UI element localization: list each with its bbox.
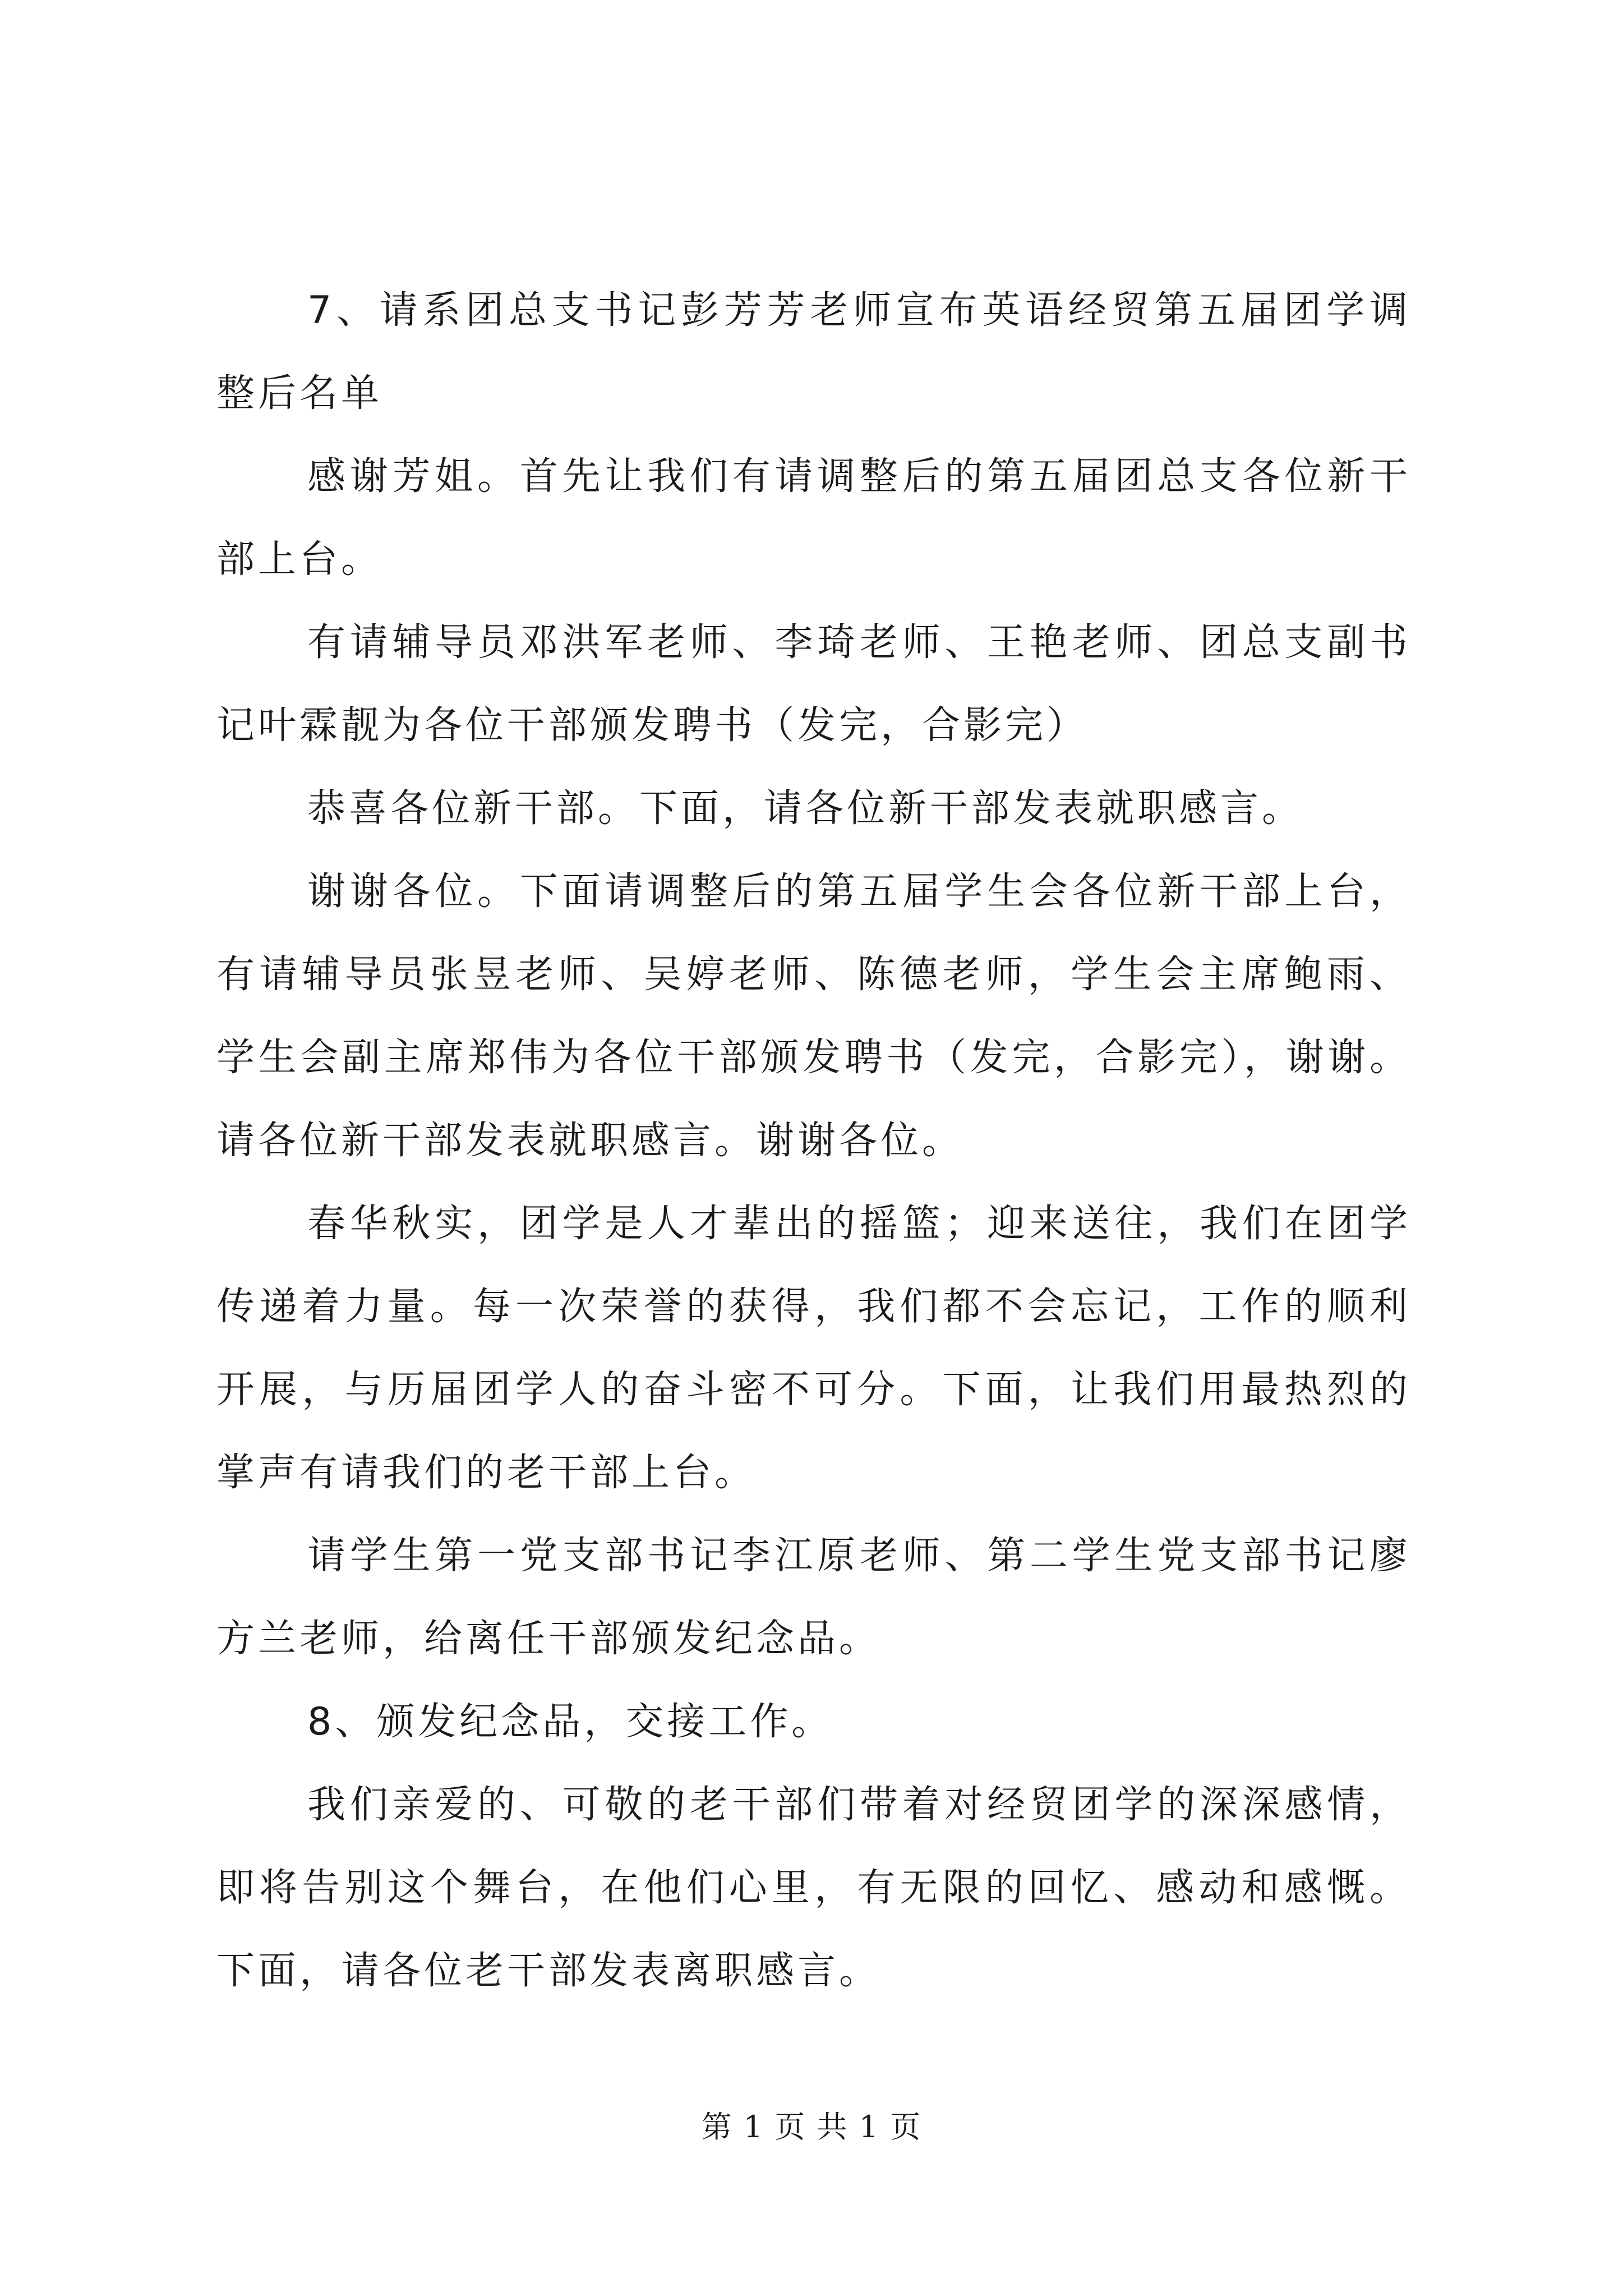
document-body: [216, 269, 1411, 2013]
paragraph-farewell-speeches: 我们亲爱的、可敬的老干部们带着对经贸团学的深深感情，即将告别这个舞台，在他们心里，有无限的回忆、感动和感慨。下面，请各位老干部发表离职感言。: [216, 1783, 1411, 1993]
paragraph-award-league-certificates: 有请辅导员邓洪军老师、李琦老师、王艳老师、团总支副书记叶霖靓为各位干部颁发聘书（发完，合影完）: [216, 620, 1411, 748]
paragraph-tribute-former-cadres: 春华秋实，团学是人才辈出的摇篮；迎来送往，我们在团学传递着力量。每一次荣誉的获得，我们都不会忘记，工作的顺利开展，与历届团学人的奋斗密不可分。下面，让我们用最热烈的掌声有请我们的老干部上台。: [216, 1202, 1411, 1495]
paragraph-item-8-handover: 8、颁发纪念品，交接工作。: [307, 1700, 833, 1744]
paragraph-item-7-announcement: 7、请系团总支书记彭芳芳老师宣布英语经贸第五届团学调整后名单: [216, 288, 1411, 416]
page-number-footer: 第 1 页 共 1 页: [701, 2109, 922, 2145]
paragraph-student-union-cadres: 谢谢各位。下面请调整后的第五届学生会各位新干部上台，有请辅导员张昱老师、吴婷老师、陈德老师，学生会主席鲍雨、学生会副主席郑伟为各位干部颁发聘书（发完，合影完），谢谢。请各位新干部发表就职感言。谢谢各位。: [216, 869, 1411, 1163]
paragraph-present-souvenirs: 请学生第一党支部书记李江原老师、第二学生党支部书记廖方兰老师，给离任干部颁发纪念品。: [216, 1534, 1411, 1661]
paragraph-congratulate-league-cadres: 恭喜各位新干部。下面，请各位新干部发表就职感言。: [307, 786, 1304, 831]
paragraph-thanks-new-league-cadres: 感谢芳姐。首先让我们有请调整后的第五届团总支各位新干部上台。: [216, 454, 1411, 582]
